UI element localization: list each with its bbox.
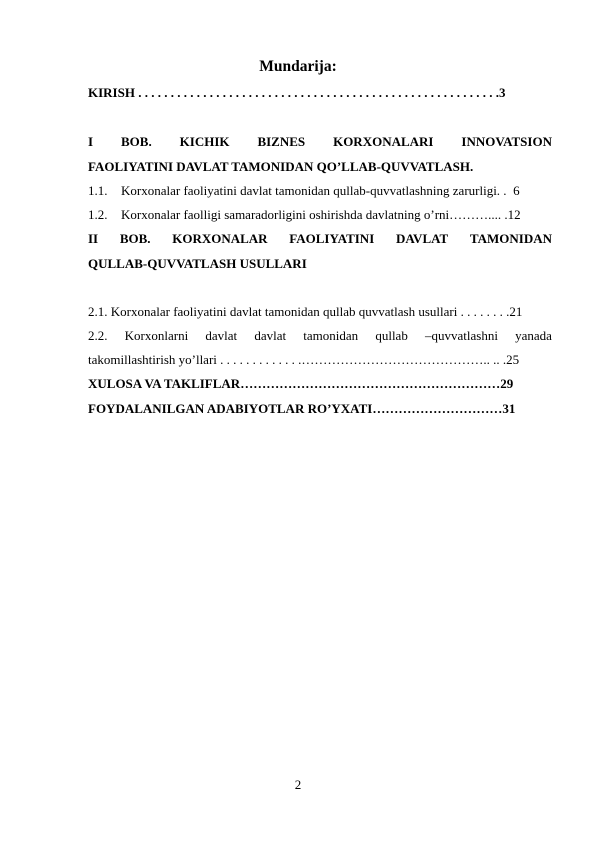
section-number: 1.2. xyxy=(88,207,108,222)
toc-entry-xulosa: XULOSA VA TAKLIFLAR……………………………………………………29 xyxy=(88,376,514,391)
chapter1-word: BOB. xyxy=(121,134,152,149)
toc-entry-chapter1-line2: FAOLIYATINI DAVLAT TAMONIDAN QO’LLAB-QUVVATLASH. xyxy=(88,159,474,174)
section-2-2-word: Korxonlarni xyxy=(124,328,189,343)
toc-entry-kirish: KIRISH . . . . . . . . . . . . . . . . . . . . . . . . . . . . . . . . . . . . . . . . . . . . . . . . . . . . . . . .3 xyxy=(88,85,506,100)
section-page: 6 xyxy=(513,183,520,198)
chapter2-word: FAOLIYATINI xyxy=(289,231,375,246)
section-2-2-word: tamonidan xyxy=(303,328,359,343)
section-2-2-word: davlat xyxy=(205,328,238,343)
section-2-2-word: qullab xyxy=(375,328,408,343)
toc-entry-section-2-2-line2: takomillashtirish yo’llari . . . . . . . . . . . . .…………………………………….. .. .25 xyxy=(88,352,520,367)
page-number: 2 xyxy=(294,777,302,792)
toc-entry-chapter2-line2: QULLAB-QUVVATLASH USULLARI xyxy=(88,256,307,271)
chapter1-word: I xyxy=(88,134,94,149)
chapter2-word: II xyxy=(88,231,99,246)
chapter1-word: BIZNES xyxy=(257,134,306,149)
toc-entry-foydalanilgan: FOYDALANILGAN ADABIYOTLAR RO’YXATI…………………………31 xyxy=(88,401,516,416)
section-number: 1.1. xyxy=(88,183,108,198)
chapter2-word: DAVLAT xyxy=(395,231,449,246)
section-2-2-word: davlat xyxy=(254,328,287,343)
section-text: Korxonalar faoliyatini davlat tamonidan qullab-quvvatlashning zarurligi. . xyxy=(121,183,507,198)
chapter1-word: KICHIK xyxy=(179,134,230,149)
toc-title: Mundarija: xyxy=(259,58,337,75)
toc-entry-chapter1-line1 xyxy=(88,133,552,150)
chapter2-word: TAMONIDAN xyxy=(469,231,552,246)
section-2-2-word: –quvvatlashni xyxy=(425,328,498,343)
section-text: Korxonalar faolligi samaradorligini oshirishda davlatning o’rni……….... .12 xyxy=(121,207,521,222)
toc-entry-section-1-1 xyxy=(88,182,552,199)
chapter2-word: BOB. xyxy=(119,231,151,246)
section-2-2-word: yanada xyxy=(515,328,552,343)
toc-entry-section-1-2 xyxy=(88,206,552,223)
toc-entry-chapter2-line1 xyxy=(88,230,552,247)
chapter1-word: INNOVATSION xyxy=(461,134,552,149)
chapter2-word: KORXONALAR xyxy=(172,231,268,246)
toc-entry-section-2-1: 2.1. Korxonalar faoliyatini davlat tamonidan qullab quvvatlash usullari . . . . . . . .21 xyxy=(88,304,523,319)
chapter1-word: KORXONALARI xyxy=(333,134,434,149)
toc-entry-section-2-2-line1 xyxy=(88,327,552,344)
section-2-2-word: 2.2. xyxy=(88,328,108,343)
